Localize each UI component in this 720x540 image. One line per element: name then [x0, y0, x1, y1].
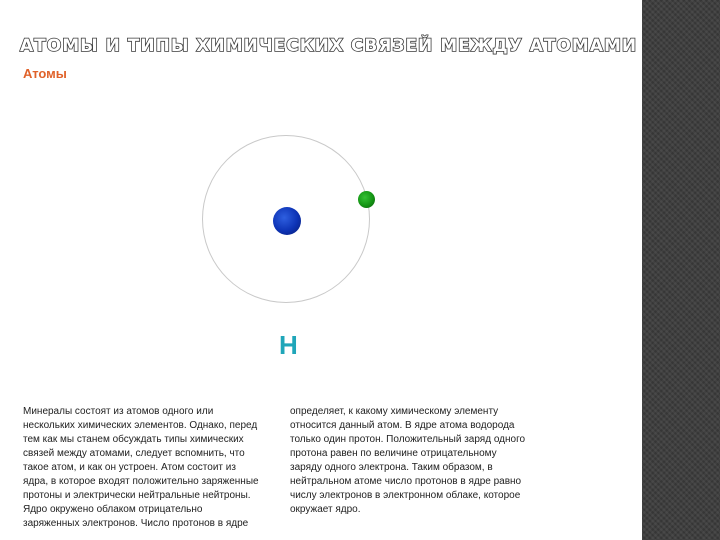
decorative-side-panel [642, 0, 720, 540]
nucleus [273, 207, 301, 235]
slide-subtitle: Атомы [23, 66, 67, 81]
text-line: только один протон. Положительный заряд одного [290, 434, 526, 445]
text-line: ядра, в которое входят положительно заряженные [23, 476, 259, 487]
slide-title: АТОМЫ И ТИПЫ ХИМИЧЕСКИХ СВЯЗЕЙ МЕЖДУ АТОМАМИ [20, 36, 638, 56]
text-line: Минералы состоят из атомов одного или [23, 406, 214, 417]
text-line: нескольких химических элементов. Однако, перед [23, 420, 258, 431]
text-line: такое атом, и как он устроен. Атом состоит из [23, 462, 236, 473]
element-symbol: H [279, 330, 298, 360]
text-line: определяет, к какому химическому элементу [290, 406, 499, 417]
text-line: относится данный атом. В ядре атома водорода [290, 420, 515, 431]
text-column-left [23, 405, 281, 531]
text-line: тем как мы станем обсуждать типы химических [23, 434, 244, 445]
text-line: числу электронов в электронном облаке, которое [290, 490, 521, 501]
text-column-right [290, 405, 545, 517]
text-line: окружает ядро. [290, 504, 361, 515]
text-line: нейтральном атоме число протонов в ядре равно [290, 476, 522, 487]
text-line: заряженных электронов. Число протонов в ядре [23, 518, 249, 529]
text-line: связей между атомами, следует вспомнить, что [23, 448, 245, 459]
text-line: протоны и электрически нейтральные нейтроны. [23, 490, 251, 501]
electron [358, 191, 375, 208]
text-line: протона равен по величине отрицательному [290, 448, 497, 459]
text-line: Ядро окружено облаком отрицательно [23, 504, 203, 515]
text-line: заряду одного электрона. Таким образом, в [290, 462, 493, 473]
